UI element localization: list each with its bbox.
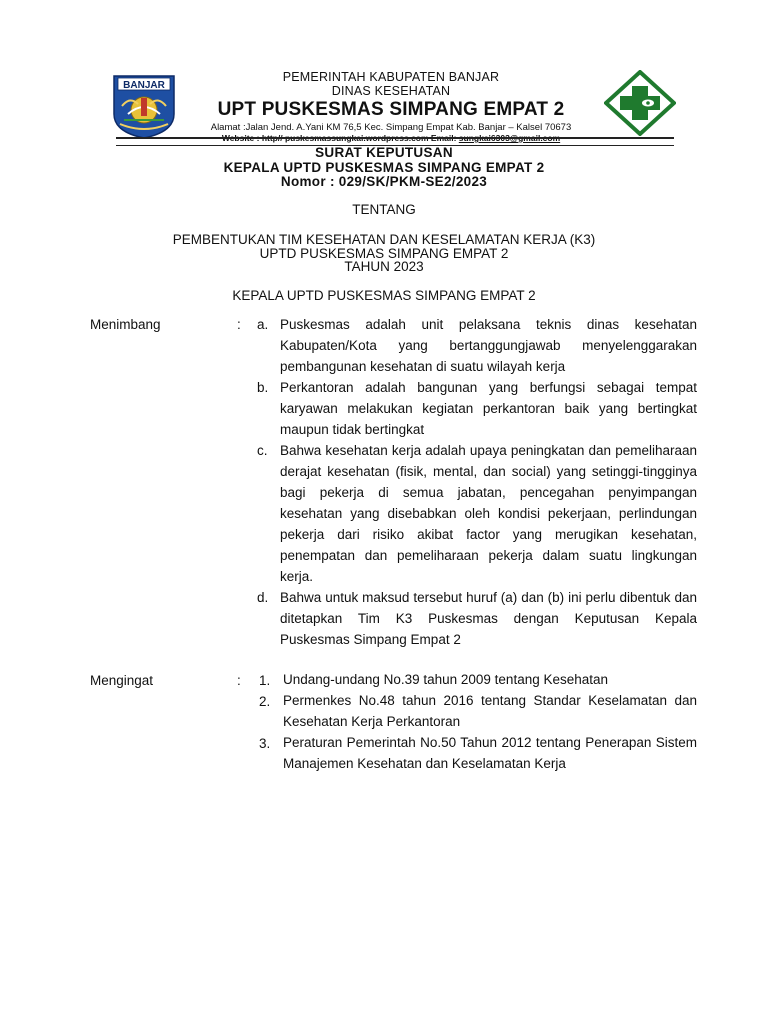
menimbang-marker-a: a.: [257, 317, 269, 332]
menimbang-item-d: Bahwa untuk maksud tersebut huruf (a) dan (b) ini perlu dibentuk dan ditetapkan Tim K3 Puskesmas dengan Keputusan Kepala Puskesmas Simpang Empat 2: [280, 590, 697, 647]
banjar-emblem-icon: [110, 74, 178, 140]
mengingat-item-1: Undang-undang No.39 tahun 2009 tentang Kesehatan: [283, 672, 609, 687]
decree-issuer: KEPALA UPTD PUSKESMAS SIMPANG EMPAT 2: [223, 160, 545, 175]
banjar-emblem-text: BANJAR: [123, 80, 165, 91]
decree-number: Nomor : 029/SK/PKM-SE2/2023: [280, 174, 488, 189]
menimbang-label: Menimbang: [90, 317, 161, 332]
menimbang-marker-b: b.: [257, 380, 269, 395]
tentang-heading: TENTANG: [352, 202, 416, 217]
letterhead-website: Website : http// puskesmassungkai.wordpress.com Email:: [221, 133, 459, 143]
menimbang-item-b: Perkantoran adalah bangunan yang berfungsi sebagai tempat karyawan melakukan kegiatan perkantoran baik yang bertingkat maupun tidak bertingkat: [280, 380, 697, 437]
letterhead-government: PEMERINTAH KABUPATEN BANJAR: [282, 70, 500, 84]
mengingat-item-3: Peraturan Pemerintah No.50 Tahun 2012 tentang Penerapan Sistem Manajemen Kesehatan dan Keselamatan Kerja: [283, 735, 697, 771]
letterhead-department: DINAS KESEHATAN: [331, 84, 451, 98]
letterhead-address: Alamat :Jalan Jend. A.Yani KM 76,5 Kec. Simpang Empat Kab. Banjar – Kalsel 70673: [210, 122, 572, 133]
official-heading: KEPALA UPTD PUSKESMAS SIMPANG EMPAT 2: [232, 288, 536, 303]
mengingat-marker-3: 3.: [259, 736, 271, 751]
mengingat-item-2: Permenkes No.48 tahun 2016 tentang Standar Keselamatan dan Kesehatan Kerja Perkantoran: [283, 693, 697, 729]
letterhead-email: sungkai6303@gmail.com: [458, 133, 561, 143]
menimbang-marker-c: c.: [257, 443, 268, 458]
menimbang-marker-d: d.: [257, 590, 269, 605]
menimbang-colon: :: [237, 317, 241, 332]
letterhead-institution: UPT PUSKESMAS SIMPANG EMPAT 2: [217, 99, 565, 120]
subject-line-2: UPTD PUSKESMAS SIMPANG EMPAT 2: [259, 246, 509, 261]
decree-title: SURAT KEPUTUSAN: [315, 145, 453, 160]
subject-line-1: PEMBENTUKAN TIM KESEHATAN DAN KESELAMATAN KERJA (K3): [172, 232, 596, 247]
menimbang-item-a: Puskesmas adalah unit pelaksana teknis dinas kesehatan Kabupaten/Kota yang bertanggungjawab menyelenggarakan pembangunan kesehatan di suatu wilayah kerja: [280, 317, 697, 374]
puskesmas-cross-icon: [604, 70, 676, 136]
mengingat-marker-1: 1.: [259, 673, 271, 688]
subject-line-3: TAHUN 2023: [344, 259, 424, 274]
mengingat-colon: :: [237, 673, 241, 688]
menimbang-item-c: Bahwa kesehatan kerja adalah upaya peningkatan dan pemeliharaan derajat kesehatan (fisik, mental, dan social) yang setinggi-tingginya bagi pekerja di semua jabatan, pencegahan penyimpangan kesehatan yang disebabkan oleh kondisi pekerjaan, perlindungan pekerja dari risiko akibat factor yang merugikan kesehatan, penempatan dan pemeliharaan pekerja dalam suatu lingkungan kerja.: [280, 443, 697, 584]
letterhead: [180, 70, 602, 144]
mengingat-marker-2: 2.: [259, 694, 271, 709]
mengingat-label: Mengingat: [90, 673, 154, 688]
